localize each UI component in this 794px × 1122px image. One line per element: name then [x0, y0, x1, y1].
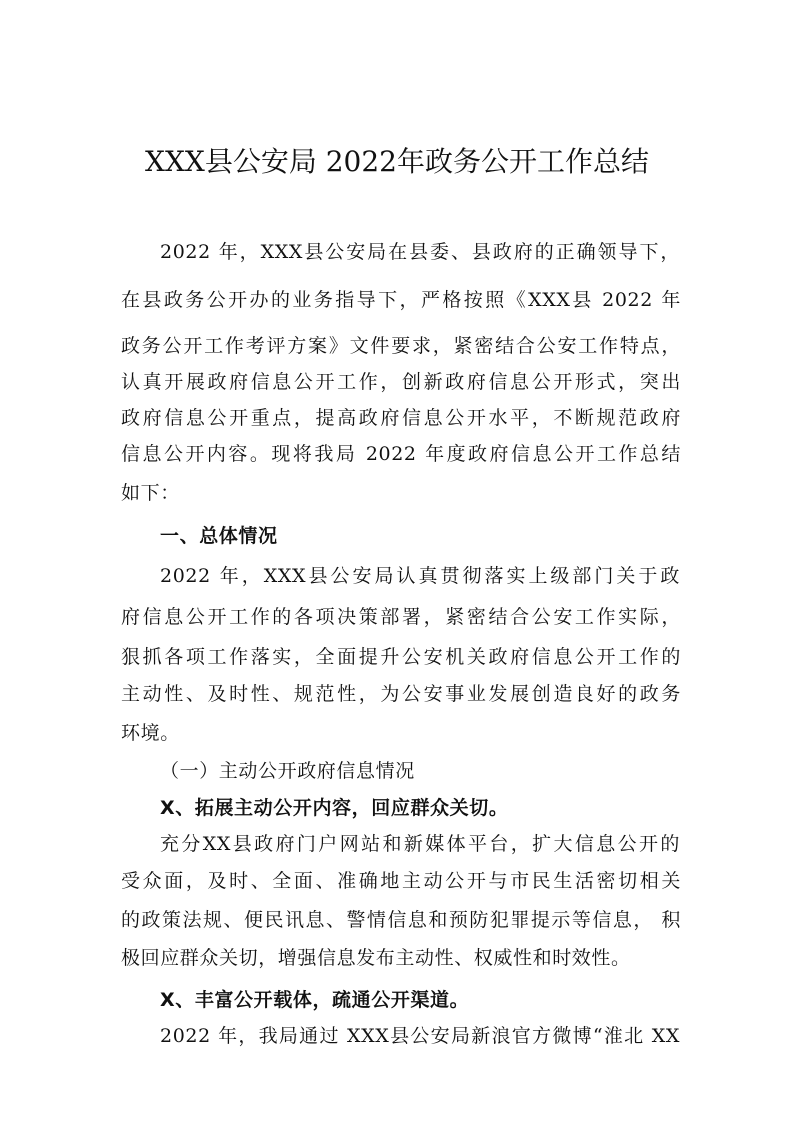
- intro-line-4: 认真开展政府信息公开工作，创新政府信息公开形式，突出: [121, 371, 681, 393]
- item2-line-1: 2022 年，我局通过 XXX县公安局新浪官方微博“淮北 XX: [160, 1025, 680, 1047]
- overview-line-5: 环境。: [121, 722, 180, 744]
- item-heading-enrich-carriers: X、丰富公开载体，疏通公开渠道。: [160, 989, 470, 1011]
- overview-line-1: 2022 年，XXX县公安局认真贯彻落实上级部门关于政: [160, 565, 680, 587]
- section-heading-overview: 一、总体情况: [160, 525, 278, 547]
- intro-line-5: 政府信息公开重点，提高政府信息公开水平，不断规范政府: [121, 407, 681, 429]
- intro-line-7: 如下：: [121, 482, 180, 504]
- intro-line-3: 政务公开工作考评方案》文件要求，紧密结合公安工作特点，: [121, 335, 681, 357]
- overview-line-4: 主动性、及时性、规范性，为公安事业发展创造良好的政务: [121, 683, 681, 705]
- subsection-heading-active-disclosure: （一）主动公开政府信息情况: [160, 760, 415, 782]
- document-title: XXX县公安局 2022年政务公开工作总结: [145, 145, 649, 178]
- item1-line-2: 受众面，及时、全面、准确地主动公开与市民生活密切相关: [121, 870, 681, 892]
- overview-line-3: 狠抓各项工作落实，全面提升公安机关政府信息公开工作的: [121, 646, 681, 668]
- item1-line-3: 的政策法规、便民讯息、警情信息和预防犯罪提示等信息， 积: [121, 909, 681, 931]
- item1-line-4: 极回应群众关切，增强信息发布主动性、权威性和时效性。: [121, 947, 631, 969]
- item-heading-expand-content: X、拓展主动公开内容，回应群众关切。: [160, 797, 509, 819]
- intro-line-6: 信息公开内容。现将我局 2022 年度政府信息公开工作总结: [121, 443, 681, 465]
- intro-line-2: 在县政务公开办的业务指导下，严格按照《XXX县 2022 年: [121, 289, 681, 311]
- intro-line-1: 2022 年，XXX县公安局在县委、县政府的正确领导下，: [160, 241, 680, 263]
- overview-line-2: 府信息公开工作的各项决策部署，紧密结合公安工作实际，: [121, 606, 681, 628]
- item1-line-1: 充分XX县政府门户网站和新媒体平台，扩大信息公开的: [160, 833, 680, 855]
